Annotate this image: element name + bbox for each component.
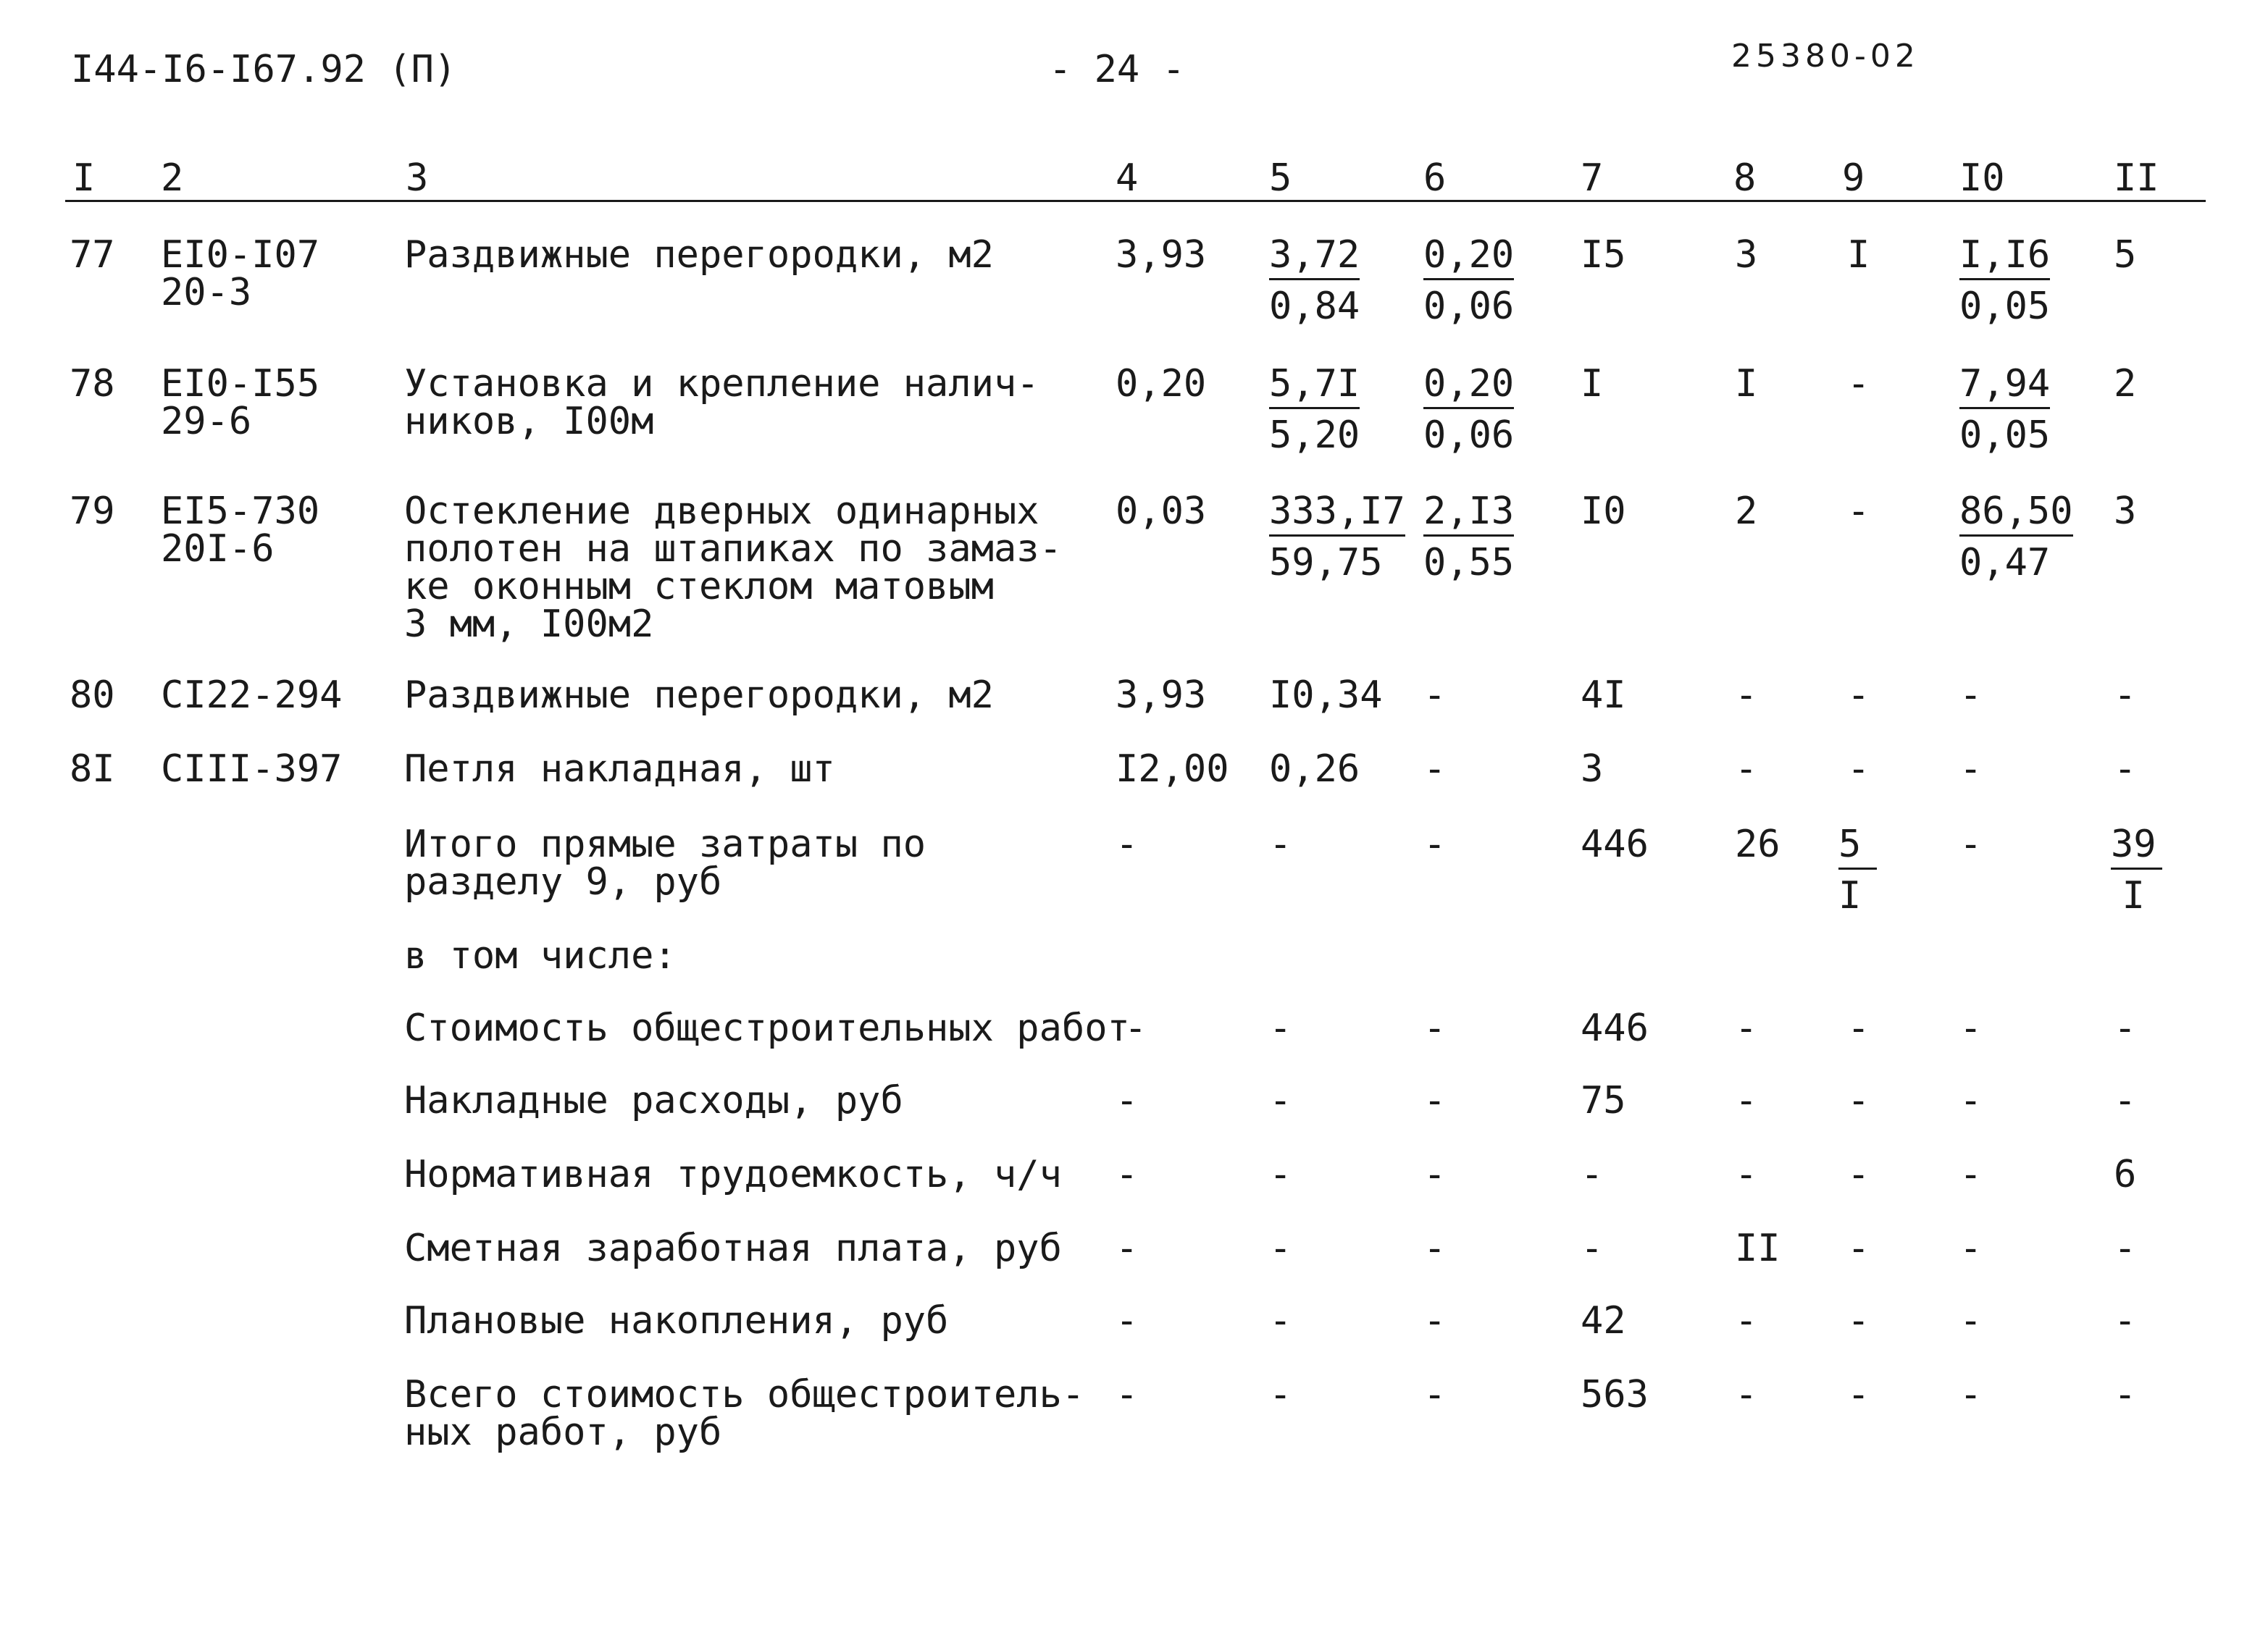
col5-value: -: [1269, 1227, 1292, 1270]
col6-value: -: [1423, 1007, 1447, 1050]
row-number: 79: [70, 490, 115, 533]
rate-code: EI0-I07 20-3: [161, 233, 320, 314]
col10-value: -: [1959, 1079, 1983, 1122]
col11-value: -: [2114, 747, 2137, 791]
column-header: 7: [1581, 156, 1604, 200]
quantity: 3,93: [1116, 233, 1207, 277]
col9-value: -: [1847, 1153, 1870, 1196]
col9-fraction: [1838, 823, 1877, 918]
col6-bottom: 0,06: [1423, 285, 1515, 328]
column-header: 9: [1842, 156, 1865, 200]
handwritten-stamp: 25380-02: [1731, 38, 1920, 75]
col5-bottom: 0,84: [1269, 285, 1360, 328]
col11-value: 5: [2114, 233, 2137, 277]
col6-value: -: [1423, 823, 1447, 866]
col5-value: I0,34: [1269, 673, 1383, 717]
col11-value: -: [2114, 1227, 2137, 1270]
col11-value: 3: [2114, 490, 2137, 533]
col6-fraction: [1423, 362, 1515, 457]
col4-value: -: [1116, 1299, 1139, 1343]
col8-value: 26: [1735, 823, 1780, 866]
col10-top: 86,50: [1959, 492, 2073, 537]
col4-value: -: [1116, 1227, 1139, 1270]
col10-fraction: [1959, 233, 2051, 328]
col10-fraction: [1959, 490, 2073, 584]
col6-value: -: [1423, 747, 1447, 791]
col11-value: -: [2114, 1373, 2137, 1416]
col8-value: 3: [1735, 233, 1758, 277]
row-number: 77: [70, 233, 115, 277]
col6-value: -: [1423, 1373, 1447, 1416]
totals-label: Итого прямые затраты по разделу 9, руб: [404, 823, 926, 904]
col9-value: -: [1847, 747, 1870, 791]
column-header: 3: [406, 156, 429, 200]
col9-top: 5: [1838, 826, 1877, 870]
column-header: 4: [1116, 156, 1139, 200]
work-name: Раздвижные перегородки, м2: [404, 233, 994, 277]
col6-value: -: [1423, 1153, 1447, 1196]
rate-code: EI0-I55 29-6: [161, 362, 320, 443]
col5-value: 0,26: [1269, 747, 1360, 791]
col5-value: -: [1269, 1079, 1292, 1122]
col5-value: -: [1269, 1007, 1292, 1050]
col8-value: -: [1735, 1153, 1758, 1196]
summary-label: Сметная заработная плата, руб: [404, 1227, 1062, 1270]
column-header: II: [2114, 156, 2159, 200]
quantity: 0,03: [1116, 490, 1207, 533]
col6-fraction: [1423, 490, 1515, 584]
col9-value: -: [1847, 1227, 1870, 1270]
summary-label: Всего стоимость общестроитель- ных работ, руб: [404, 1373, 1085, 1454]
col11-value: -: [2114, 1007, 2137, 1050]
row-number: 80: [70, 673, 115, 717]
col5-bottom: 59,75: [1269, 541, 1383, 584]
col8-value: -: [1735, 1079, 1758, 1122]
quantity: 0,20: [1116, 362, 1207, 406]
row-number: 8I: [70, 747, 115, 791]
work-name: Остекление дверных одинарных полотен на штапиках по замаз- ке оконным стеклом матовым 3 мм, I00м2: [404, 490, 1062, 646]
col5-fraction: [1269, 362, 1360, 457]
col10-fraction: [1959, 362, 2051, 457]
column-header: I0: [1959, 156, 2005, 200]
col9-value: -: [1847, 1007, 1870, 1050]
col8-value: -: [1735, 1007, 1758, 1050]
col6-bottom: 0,06: [1423, 413, 1515, 457]
col11-value: -: [2114, 673, 2137, 717]
col5-value: -: [1269, 1373, 1292, 1416]
page-number: - 24 -: [1049, 48, 1185, 91]
col7-value: I0: [1581, 490, 1626, 533]
col10-value: -: [1959, 1153, 1983, 1196]
col7-value: I: [1581, 362, 1604, 406]
col4-value: -: [1116, 1373, 1139, 1416]
col6-fraction: [1423, 233, 1515, 328]
col10-bottom: 0,47: [1959, 541, 2051, 584]
col6-value: -: [1423, 1227, 1447, 1270]
col5-bottom: 5,20: [1269, 413, 1360, 457]
col11-fraction: [2111, 823, 2162, 918]
work-name: Раздвижные перегородки, м2: [404, 673, 994, 717]
col9-bottom: I: [1838, 874, 1862, 918]
including-label: в том числе:: [404, 934, 677, 978]
col11-bottom: I: [2122, 874, 2145, 918]
col10-value: -: [1959, 1299, 1983, 1343]
summary-label: Нормативная трудоемкость, ч/ч: [404, 1153, 1062, 1196]
col9-value: -: [1847, 362, 1870, 406]
column-header: I: [72, 156, 96, 200]
col10-bottom: 0,05: [1959, 285, 2051, 328]
col6-bottom: 0,55: [1423, 541, 1515, 584]
col4-value: -: [1124, 1007, 1147, 1050]
col11-value: -: [2114, 1079, 2137, 1122]
col8-value: 2: [1735, 490, 1758, 533]
summary-label: Плановые накопления, руб: [404, 1299, 949, 1343]
summary-label: Стоимость общестроительных работ: [404, 1007, 1130, 1050]
work-name: Петля накладная, шт: [404, 747, 835, 791]
col9-value: -: [1847, 1079, 1870, 1122]
col7-value: 42: [1581, 1299, 1626, 1343]
col11-value: 6: [2114, 1153, 2137, 1196]
column-header: 5: [1269, 156, 1292, 200]
col7-value: -: [1581, 1227, 1604, 1270]
col6-top: 0,20: [1423, 236, 1514, 280]
col6-value: -: [1423, 673, 1447, 717]
col9-value: -: [1847, 490, 1870, 533]
col7-value: 446: [1581, 823, 1649, 866]
col5-top: 333,I7: [1269, 492, 1405, 537]
col8-value: -: [1735, 673, 1758, 717]
col7-value: -: [1581, 1153, 1604, 1196]
col11-top: 39: [2111, 826, 2162, 870]
col8-value: -: [1735, 1373, 1758, 1416]
col5-top: 5,7I: [1269, 365, 1360, 409]
quantity: 3,93: [1116, 673, 1207, 717]
col5-fraction: [1269, 233, 1360, 328]
col10-value: -: [1959, 747, 1983, 791]
column-header: 6: [1423, 156, 1447, 200]
col6-top: 0,20: [1423, 365, 1514, 409]
col10-value: -: [1959, 673, 1983, 717]
col5-top: 3,72: [1269, 236, 1360, 280]
col7-value: 446: [1581, 1007, 1649, 1050]
col8-value: I: [1735, 362, 1758, 406]
col10-top: 7,94: [1959, 365, 2050, 409]
work-name: Установка и крепление налич- ников, I00м: [404, 362, 1039, 443]
col10-value: -: [1959, 1007, 1983, 1050]
col4-value: -: [1116, 1153, 1139, 1196]
col4-value: -: [1116, 1079, 1139, 1122]
col7-value: 75: [1581, 1079, 1626, 1122]
col6-value: -: [1423, 1299, 1447, 1343]
col7-value: I5: [1581, 233, 1626, 277]
col10-bottom: 0,05: [1959, 413, 2051, 457]
col5-value: -: [1269, 1299, 1292, 1343]
quantity: I2,00: [1116, 747, 1229, 791]
col8-value: -: [1735, 747, 1758, 791]
col10-value: -: [1959, 1227, 1983, 1270]
col9-value: -: [1847, 1299, 1870, 1343]
summary-label: Накладные расходы, руб: [404, 1079, 903, 1122]
header-rule: [65, 200, 2206, 202]
col5-value: -: [1269, 823, 1292, 866]
col4-value: -: [1116, 823, 1139, 866]
column-header: 8: [1733, 156, 1757, 200]
col8-value: -: [1735, 1299, 1758, 1343]
col10-value: -: [1959, 1373, 1983, 1416]
col6-top: 2,I3: [1423, 492, 1514, 537]
rate-code: CIII-397: [161, 747, 343, 791]
rate-code: CI22-294: [161, 673, 343, 717]
col5-fraction: [1269, 490, 1405, 584]
col10-value: -: [1959, 823, 1983, 866]
col9-value: -: [1847, 1373, 1870, 1416]
col7-value: 4I: [1581, 673, 1626, 717]
col5-value: -: [1269, 1153, 1292, 1196]
col7-value: 563: [1581, 1373, 1649, 1416]
col7-value: 3: [1581, 747, 1604, 791]
row-number: 78: [70, 362, 115, 406]
col6-value: -: [1423, 1079, 1447, 1122]
col11-value: -: [2114, 1299, 2137, 1343]
col9-value: I: [1847, 233, 1870, 277]
document-code: I44-I6-I67.92 (П): [71, 48, 457, 91]
col9-value: -: [1847, 673, 1870, 717]
column-header: 2: [161, 156, 184, 200]
rate-code: EI5-730 20I-6: [161, 490, 320, 571]
col11-value: 2: [2114, 362, 2137, 406]
col8-value: II: [1735, 1227, 1780, 1270]
col10-top: I,I6: [1959, 236, 2050, 280]
